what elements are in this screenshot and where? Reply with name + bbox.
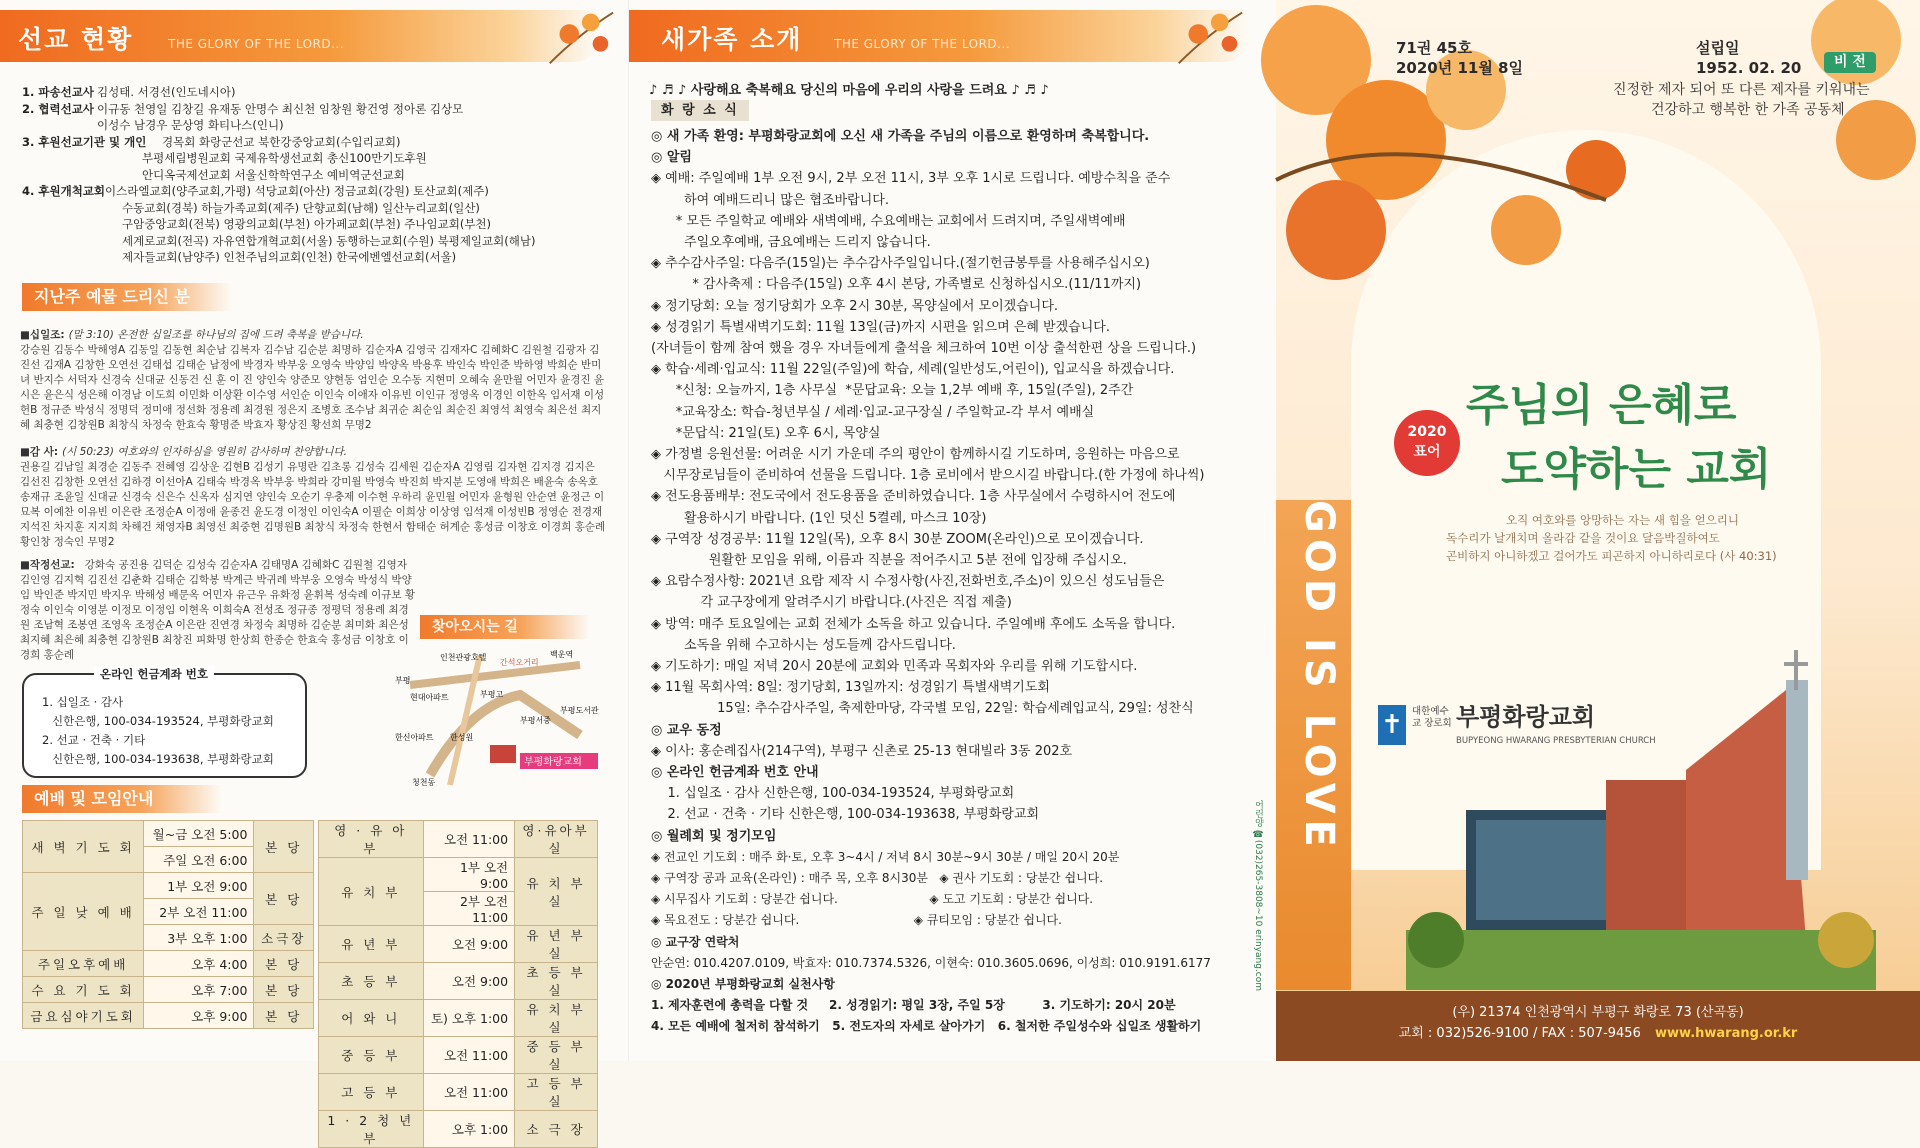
founded-label: 설립일 bbox=[1696, 39, 1740, 57]
news-line: ◎ 알림 bbox=[651, 150, 692, 166]
left-panel bbox=[0, 0, 628, 1146]
schedule-row bbox=[319, 1000, 598, 1037]
mission-text: 안디옥국제선교회 서울신학학연구소 예비역군선교회 bbox=[142, 167, 405, 182]
map-label: 인천관광호텔 bbox=[440, 653, 487, 662]
news-line: ◈ 구역장 성경공부: 11월 12일(목), 오후 8시 30분 ZOOM(온라인)으로 모이겠습니다. bbox=[651, 531, 1144, 547]
map-label: 청천동 bbox=[412, 778, 436, 787]
schedule-row bbox=[319, 926, 598, 963]
autumn-foliage bbox=[1276, 0, 1920, 330]
map-label: 부평도서관 bbox=[560, 706, 599, 715]
mission-text: 부평세림병원교회 국제유학생선교회 총신100만기도후원 bbox=[142, 151, 427, 165]
church-phone: 교회 : 032)526-9100 / FAX : 507-9456 bbox=[1398, 1026, 1641, 1041]
offering-names: 강화숙 공진용 김덕순 김성숙 김순자A 김태명A 김혜화C 김원철 김영자 김인영 김지혁 김진선 김춘화 김태순 김학봉 박계근 박귀례 박부웅 오영숙 박성식 박양임 박인준 박지민 박지우 박해성 배문옥 어민자 유근우 유화정 윤휘복 성숙례 이규보 황정숙 이인숙 이영분 이정모 이정임 이현옥 이희숙A 전성조 정규종 정평덕 정용례 최경원 조남혁 조봉연 조영옥 조정순A 이은란 진연경 차정숙 최명하 김순분 최미화 최은성 최지혜 최은혜 최충현 김창원B 최창진 피화명 한상희 한종순 한효숙 홍성금 이창호 이경희 홍순례 bbox=[20, 559, 416, 661]
motto-badge bbox=[1394, 410, 1460, 476]
schedule-row bbox=[319, 1037, 598, 1074]
mission-row bbox=[22, 101, 463, 118]
schedule-row bbox=[23, 1003, 314, 1029]
maple-leaf-icon bbox=[540, 4, 618, 68]
offering-header: 지난주 예물 드리신 분 bbox=[22, 283, 232, 311]
mission-text: 구암중앙교회(전북) 영광의교회(부천) 아가페교회(부천) 주나임교회(부천) bbox=[122, 217, 492, 231]
cover-panel bbox=[1276, 0, 1920, 1061]
schedule-name: 주일오후예배 bbox=[23, 951, 144, 977]
god-is-love-text: GOD IS LOVE bbox=[1296, 500, 1342, 853]
schedule-row bbox=[23, 873, 314, 899]
vision-badge: 비 전 bbox=[1824, 52, 1876, 73]
schedule-place: 유 치 부 실 bbox=[515, 858, 598, 926]
cover-footer bbox=[1276, 991, 1920, 1061]
map-label: 현대아파트 bbox=[410, 693, 449, 702]
news-line: 주일오후예배, 금요예배는 드리지 않습니다. bbox=[651, 235, 931, 250]
news-line: ◎ 2020년 부평화랑교회 실천사항 bbox=[651, 977, 835, 991]
mission-text: 이스라엘교회(양주교회,가평) 석당교회(아산) 정금교회(강원) 토산교회(제주) bbox=[105, 184, 489, 198]
news-line: 1. 십일조 · 감사 신한은행, 100-034-193524, 부평화랑교회 bbox=[651, 786, 1015, 802]
news-line: 활용하시기 바랍니다. (1인 덧신 5켤레, 마스크 10장) bbox=[651, 510, 987, 526]
print-credit: 어린양 ☎(032)265-3808~10 erinyang.com bbox=[1253, 800, 1263, 992]
church-website-link[interactable]: www.hwarang.or.kr bbox=[1655, 1026, 1798, 1041]
mission-row bbox=[22, 200, 480, 217]
schedule-place: 소 극 장 bbox=[515, 1111, 598, 1148]
news-line: 안순연: 010.4207.0109, 박효자: 010.7374.5326, 이현숙: 010.3605.0696, 이성희: 010.9191.6177 bbox=[651, 955, 1211, 970]
schedule-row bbox=[319, 1111, 598, 1148]
schedule-place: 본 당 bbox=[254, 977, 314, 1003]
mission-text: 경목회 화랑군선교 북한강중앙교회(수입리교회) bbox=[162, 134, 401, 149]
issue-volume: 71권 45호 bbox=[1396, 39, 1472, 57]
news-line: ◈ 이사: 홍순례집사(214구역), 부평구 신촌로 25-13 현대빌라 3동 202호 bbox=[651, 743, 1073, 759]
news-line: ◈ 학습·세례·입교식: 11월 22일(주일)에 학습, 세례(일반성도,어린이), 입교식을 하겠습니다. bbox=[651, 362, 1175, 378]
schedule-time: 오후 9:00 bbox=[144, 1003, 254, 1029]
schedule-row bbox=[23, 977, 314, 1003]
mission-subtitle: THE GLORY OF THE LORD... bbox=[168, 37, 345, 51]
mission-row bbox=[22, 117, 284, 134]
news-line: ◈ 전교인 기도회 : 매주 화·토, 오후 3~4시 / 저녁 8시 30분~9시 30분 / 매일 20시 20분 bbox=[651, 849, 1120, 864]
mission-label: 3. 후원선교기관 및 개인 bbox=[22, 134, 147, 149]
mid-panel bbox=[628, 0, 1276, 1061]
news-line: 소독을 위해 수고하시는 성도들께 감사드립니다. bbox=[651, 637, 956, 653]
news-line: 1. 제자훈련에 총력을 다할 것 2. 성경읽기: 평일 3장, 주일 5장 3. 기도하기: 20시 20분 bbox=[651, 998, 1176, 1013]
schedule-name: 유 치 부 bbox=[319, 858, 424, 926]
news-line: ◎ 새 가족 환영: 부평화랑교회에 오신 새 가족을 주님의 이름으로 환영하며 축복합니다. bbox=[651, 129, 1150, 144]
map-label: 부평화랑교회 bbox=[524, 757, 582, 768]
news-line: ◎ 교우 동정 bbox=[651, 722, 722, 738]
schedule-name: 중 등 부 bbox=[319, 1037, 424, 1074]
maple-leaf-icon bbox=[1169, 4, 1247, 68]
offering-block bbox=[20, 558, 416, 663]
news-line: 하여 예배드리니 많은 협조바랍니다. bbox=[651, 192, 889, 208]
news-line: * 감사축제 : 다음주(15일) 오후 4시 본당, 가족별로 신청하십시오.(11/11까지) bbox=[651, 277, 1142, 293]
schedule-row bbox=[319, 821, 598, 858]
news-line: * 모든 주일학교 예배와 새벽예배, 수요예배는 교회에서 드려지며, 주일새벽예배 bbox=[651, 213, 1126, 229]
news-line: ◈ 예배: 주일예배 1부 오전 9시, 2부 오전 11시, 3부 오후 1시로 드립니다. 예방수칙을 준수 bbox=[651, 171, 1171, 187]
schedule-name: 주 일 낮 예 배 bbox=[23, 873, 144, 951]
church-address: (우) 21374 인천광역시 부평구 화랑로 73 (산곡동) bbox=[1452, 1005, 1744, 1020]
founded-date: 1952. 02. 20 bbox=[1696, 59, 1802, 77]
schedule-time: 오전 11:00 bbox=[423, 1037, 515, 1074]
map-label: 부평고 bbox=[480, 690, 504, 699]
mission-text: 이규동 천영일 김창길 유재동 안명수 최신천 임창원 황건영 정아론 김상모 bbox=[97, 101, 464, 116]
vision-line: 진정한 제자 되어 또 다른 제자를 키워내는 bbox=[1613, 82, 1870, 98]
account-line: 2. 선교 · 건축 · 기타 bbox=[42, 733, 146, 747]
news-line: ◈ 추수감사주일: 다음주(15일)는 추수감사주일입니다.(절기헌금봉투를 사용해주십시오) bbox=[651, 256, 1150, 272]
account-line: 신한은행, 100-034-193524, 부평화랑교회 bbox=[52, 714, 274, 728]
schedule-place: 소극장 bbox=[254, 925, 314, 951]
news-label: 화 랑 소 식 bbox=[651, 100, 749, 121]
map-label: 부평 bbox=[395, 676, 411, 685]
offering-block bbox=[20, 328, 606, 433]
news-line: 시무장로님들이 준비하여 선물을 드립니다. 1층 로비에서 받으시길 바랍니다.(한 가정에 하나씩) bbox=[651, 468, 1205, 484]
schedule-name: 고 등 부 bbox=[319, 1074, 424, 1111]
mission-row bbox=[22, 249, 456, 266]
news-line: 15일: 추수감사주일, 축제한마당, 각국별 모임, 22일: 학습세례입교식, 29일: 성찬식 bbox=[651, 701, 1194, 717]
schedule-name: 유 년 부 bbox=[319, 926, 424, 963]
schedule-time: 월~금 오전 5:00 bbox=[144, 821, 254, 847]
mission-text: 이성수 남경우 문상영 화티나스(인니) bbox=[97, 118, 284, 132]
schedule-row bbox=[23, 951, 314, 977]
scripture-line: 독수리가 날개치며 올라감 같을 것이요 달음박질하여도 bbox=[1446, 531, 1720, 545]
map-label: 백운역 bbox=[550, 650, 574, 659]
news-line: ◎ 월례회 및 정기모임 bbox=[651, 828, 777, 844]
news-line: 2. 선교 · 건축 · 기타 신한은행, 100-034-193638, 부평화랑교회 bbox=[651, 807, 1040, 823]
news-line: 원활한 모임을 위해, 이름과 직분을 적어주시고 5분 전에 입장해 주십시오. bbox=[651, 553, 1127, 568]
issue-date: 2020년 11월 8일 bbox=[1396, 59, 1523, 77]
news-line: ◈ 목요전도 : 당분간 쉽니다. ◈ 큐티모임 : 당분간 쉽니다. bbox=[651, 913, 1062, 928]
mission-text: 수동교회(경북) 하늘가족교회(제주) 단향교회(남해) 일산누리교회(일산) bbox=[122, 200, 480, 215]
news-line: *문답식: 21일(토) 오후 6시, 목양실 bbox=[651, 425, 881, 441]
motto-line: 주님의 은혜로 bbox=[1466, 380, 1737, 431]
account-line: 신한은행, 100-034-193638, 부평화랑교회 bbox=[52, 752, 274, 766]
newfamily-subtitle: THE GLORY OF THE LORD... bbox=[834, 37, 1011, 51]
scripture-line: 곤비하지 아니하겠고 걸어가도 피곤하지 아니하리로다 (사 40:31) bbox=[1446, 549, 1777, 563]
mission-row bbox=[22, 134, 400, 151]
news-line: ◈ 요람수정사항: 2021년 요람 제작 시 수정사항(사진,전화번호,주소)이 있으신 성도님들은 bbox=[651, 574, 1165, 590]
news-line: ◎ 교구장 연락처 bbox=[651, 934, 740, 949]
schedule-time: 1부 오전 9:00 bbox=[144, 873, 254, 899]
mission-text: 김성태. 서경선(인도네시아) bbox=[97, 85, 236, 99]
song-line: ♪ ♬ ♪ 사랑해요 축복해요 당신의 마음에 우리의 사랑을 드려요 ♪ ♬ ♪ bbox=[649, 83, 1049, 98]
church-name: 부평화랑교회 bbox=[1456, 703, 1596, 731]
cross-logo-icon: ✝ bbox=[1378, 705, 1406, 745]
offering-verse: (말 3:10) 온전한 십일조를 하나님의 집에 드려 축복을 받습니다. bbox=[68, 329, 364, 341]
schedule-name: 초 등 부 bbox=[319, 963, 424, 1000]
schedule-time: 3부 오후 1:00 bbox=[144, 925, 254, 951]
offering-names: 강승원 김동수 박해영A 김동일 김동현 최순남 김복자 김수남 김순분 최명하 김순자A 김영국 김재자C 김혜화C 김원철 김광자 김진선 김재A 김창한 오연선 김태섭 김태순 남정에 박경자 박부웅 오영숙 박양임 박양옥 박용후 박인숙 박인준 박하영 박희순 반미녀 반지수 서덕자 신경숙 신대균 신동건 신 훈 이 진 양인숙 양준모 양현동 엄인순 오수동 지현미 오혜숙 윤만월 어민자 윤경진 윤시은 윤은식 성은해 이경남 이도희 이민화 이상환 이수영 서인순 이인숙 이애자 이유빈 이인규 정영옥 이경인 이한옥 임서재 이성헌B 정규준 박성식 정명덕 정미애 정선화 정용례 최경원 정은지 조병호 조수남 최귀순 최순임 최순진 최영석 최영숙 최은선 최지혜 최충현 김창원B 최창식 차정숙 한효숙 황명준 박효자 황상진 황선희 무명2 bbox=[20, 344, 605, 431]
schedule-name: 영 · 유 아 부 bbox=[319, 821, 424, 858]
church-building-image bbox=[1406, 640, 1876, 990]
map-label: 간석오거리 bbox=[500, 658, 539, 667]
schedule-table-right bbox=[318, 820, 598, 1148]
account-box bbox=[22, 667, 307, 778]
scripture-line: 오직 여호와를 앙망하는 자는 새 힘을 얻으리니 bbox=[1506, 513, 1740, 527]
schedule-place: 본 당 bbox=[254, 951, 314, 977]
schedule-time: 1부 오전 9:00 bbox=[423, 858, 515, 892]
schedule-table-left bbox=[22, 820, 314, 1029]
mission-row bbox=[22, 84, 235, 101]
mission-row bbox=[22, 216, 491, 233]
news-line: ◈ 정기당회: 오늘 정기당회가 오후 2시 30분, 목양실에서 모이겠습니다. bbox=[651, 298, 1059, 314]
news-line: ◈ 11월 목회사역: 8일: 정기당회, 13일까지: 성경읽기 특별새벽기도회 bbox=[651, 680, 1050, 696]
schedule-time: 오전 9:00 bbox=[423, 926, 515, 963]
schedule-time: 2부 오전 11:00 bbox=[144, 899, 254, 925]
schedule-time: 오후 7:00 bbox=[144, 977, 254, 1003]
motto-badge-year: 2020 bbox=[1407, 424, 1447, 440]
mission-label: 2. 협력선교사 bbox=[22, 101, 94, 116]
account-box-title: 온라인 헌금계좌 번호 bbox=[94, 666, 214, 682]
schedule-place: 본 당 bbox=[254, 1003, 314, 1029]
church-map bbox=[390, 645, 600, 790]
news-line: *교육장소: 학습-청년부실 / 세례·입교-교구장실 / 주일학교-각 부서 예배실 bbox=[651, 404, 1095, 420]
mission-row bbox=[22, 183, 489, 200]
offering-label: ■감 사: bbox=[20, 446, 59, 458]
news-line: ◈ 방역: 매주 토요일에는 교회 전체가 소독을 하고 있습니다. 주일예배 후에도 소독을 합니다. bbox=[651, 616, 1176, 632]
schedule-name: 1 · 2 청 년 부 bbox=[319, 1111, 424, 1148]
schedule-row bbox=[319, 858, 598, 892]
mission-label: 1. 파송선교사 bbox=[22, 85, 94, 99]
mission-text: 제자들교회(남양주) 인천주님의교회(인천) 한국에벤엘선교회(서울) bbox=[122, 250, 457, 264]
schedule-time: 오후 1:00 bbox=[423, 1111, 515, 1148]
map-label: 한성원 bbox=[450, 733, 474, 742]
mission-title: 선교 현황 bbox=[18, 25, 134, 54]
offering-verse: (시 50:23) 여호와의 인자하심을 영원히 감사하며 찬양합니다. bbox=[62, 446, 348, 458]
news-line: ◈ 구역장 공과 교육(온라인) : 매주 목, 오후 8시30분 ◈ 권사 기도회 : 당분간 쉽니다. bbox=[651, 871, 1104, 885]
mission-row bbox=[22, 167, 405, 184]
motto-line: 도약하는 교회 bbox=[1501, 444, 1772, 495]
schedule-place: 유 치 부 실 bbox=[515, 1000, 598, 1037]
newfamily-header bbox=[629, 10, 1249, 62]
denomination: 대한예수교 장로회 bbox=[1412, 706, 1452, 729]
motto-badge-label: 표어 bbox=[1413, 444, 1441, 460]
schedule-time: 오전 11:00 bbox=[423, 821, 515, 858]
schedule-time: 주일 오전 6:00 bbox=[144, 847, 254, 873]
schedule-header: 예배 및 모임안내 bbox=[22, 785, 222, 813]
news-line: ◎ 온라인 헌금계좌 번호 안내 bbox=[651, 765, 819, 780]
schedule-time: 2부 오전 11:00 bbox=[423, 892, 515, 926]
mission-label: 4. 후원개척교회 bbox=[22, 184, 106, 198]
news-line: *신청: 오늘까지, 1층 사무실 *문답교육: 오늘 1,2부 예배 후, 15일(주일), 2주간 bbox=[651, 383, 1134, 399]
schedule-place: 영·유아부실 bbox=[515, 821, 598, 858]
schedule-place: 초 등 부 실 bbox=[515, 963, 598, 1000]
schedule-place: 본 당 bbox=[254, 821, 314, 873]
map-label: 한신아파트 bbox=[395, 733, 434, 742]
schedule-time: 오후 4:00 bbox=[144, 951, 254, 977]
offering-label: ■십일조: bbox=[20, 329, 65, 341]
schedule-time: 오전 11:00 bbox=[423, 1074, 515, 1111]
offering-label: ■작정선교: bbox=[20, 559, 75, 571]
schedule-place: 유 년 부 실 bbox=[515, 926, 598, 963]
schedule-row bbox=[319, 1074, 598, 1111]
news-line: 각 교구장에게 알려주시기 바랍니다.(사진은 직접 제출) bbox=[651, 595, 1012, 611]
mission-text: 세계로교회(전곡) 자유연합개혁교회(서울) 동행하는교회(수원) 북평제일교회(해남) bbox=[122, 233, 536, 248]
newfamily-title: 새가족 소개 bbox=[661, 25, 803, 54]
schedule-name: 새 벽 기 도 회 bbox=[23, 821, 144, 873]
mission-row bbox=[22, 233, 535, 250]
schedule-name: 어 와 니 bbox=[319, 1000, 424, 1037]
church-name-en: BUPYEONG HWARANG PRESBYTERIAN CHURCH bbox=[1456, 736, 1656, 746]
account-line: 1. 십일조 · 감사 bbox=[42, 695, 124, 709]
schedule-place: 고 등 부 실 bbox=[515, 1074, 598, 1111]
map-label: 부평서중 bbox=[520, 716, 551, 725]
mission-row bbox=[22, 150, 427, 167]
schedule-name: 금요심야기도회 bbox=[23, 1003, 144, 1029]
vision-line: 건강하고 행복한 한 가족 공동체 bbox=[1651, 102, 1845, 118]
schedule-time: 오전 9:00 bbox=[423, 963, 515, 1000]
news-line: ◈ 가정별 응원선물: 어려운 시기 가운데 주의 평안이 함께하시길 기도하며, 응원하는 마음으로 bbox=[651, 447, 1180, 462]
schedule-place: 중 등 부 실 bbox=[515, 1037, 598, 1074]
news-line: (자녀들이 함께 참여 했을 경우 자녀들에게 출석을 체크하여 10번 이상 출석한편 상을 드립니다.) bbox=[651, 341, 1197, 356]
schedule-row bbox=[319, 963, 598, 1000]
news-line: ◈ 전도용품배부: 전도국에서 전도용품을 준비하였습니다. 1층 사무실에서 수령하시어 전도에 bbox=[651, 489, 1176, 505]
map-header: 찾아오시는 길 bbox=[420, 615, 590, 639]
schedule-row bbox=[23, 821, 314, 847]
news-line: ◈ 시무집사 기도회 : 당분간 쉽니다. ◈ 도고 기도회 : 당분간 쉽니다. bbox=[651, 892, 1094, 907]
schedule-name: 수 요 기 도 회 bbox=[23, 977, 144, 1003]
schedule-place: 본 당 bbox=[254, 873, 314, 925]
offering-names: 권용길 김남일 최경순 김동주 전혜영 김상운 김현B 김성기 유명란 김초롱 김성숙 김세원 김순자A 김영림 김자현 김지경 김지은 김선진 김창한 오연선 김하경 이선아A 김태숙 박경옥 박부웅 박희라 강미월 박영숙 박진희 박지분 도영애 박희은 배윤숙 송옥호 송재규 조윤일 신대균 신경숙 신은수 신옥자 심지연 양인숙 오순기 우충제 이수현 우하리 윤민월 어민자 윤형원 안순연 윤정근 이묘복 이예찬 이유빈 이은란 조정순A 이정애 윤종건 윤도경 이정인 이인숙A 이필순 이희상 이상영 임석재 이성빈B 정영순 전경재 지석진 차지훈 지지희 차해건 채영자B 최영선 최중현 김명원B 최창식 차정숙 한현서 함태순 허계순 홍성금 이창호 이경희 홍순례 황인창 정숙인 무명2 bbox=[20, 461, 606, 548]
news-line: 4. 모든 예배에 철저히 참석하기 5. 전도자의 자세로 살아가기 6. 철저한 주일성수와 십일조 생활하기 bbox=[651, 1019, 1202, 1034]
news-line: ◈ 성경읽기 특별새벽기도회: 11월 13일(금)까지 시편을 읽으며 은혜 받겠습니다. bbox=[651, 319, 1110, 335]
schedule-time: 토) 오후 1:00 bbox=[423, 1000, 515, 1037]
offering-block bbox=[20, 445, 606, 550]
mission-header bbox=[0, 10, 600, 62]
news-line: ◈ 기도하기: 매일 저녁 20시 20분에 교회와 민족과 목회자와 우리를 위해 기도합시다. bbox=[651, 659, 1138, 674]
